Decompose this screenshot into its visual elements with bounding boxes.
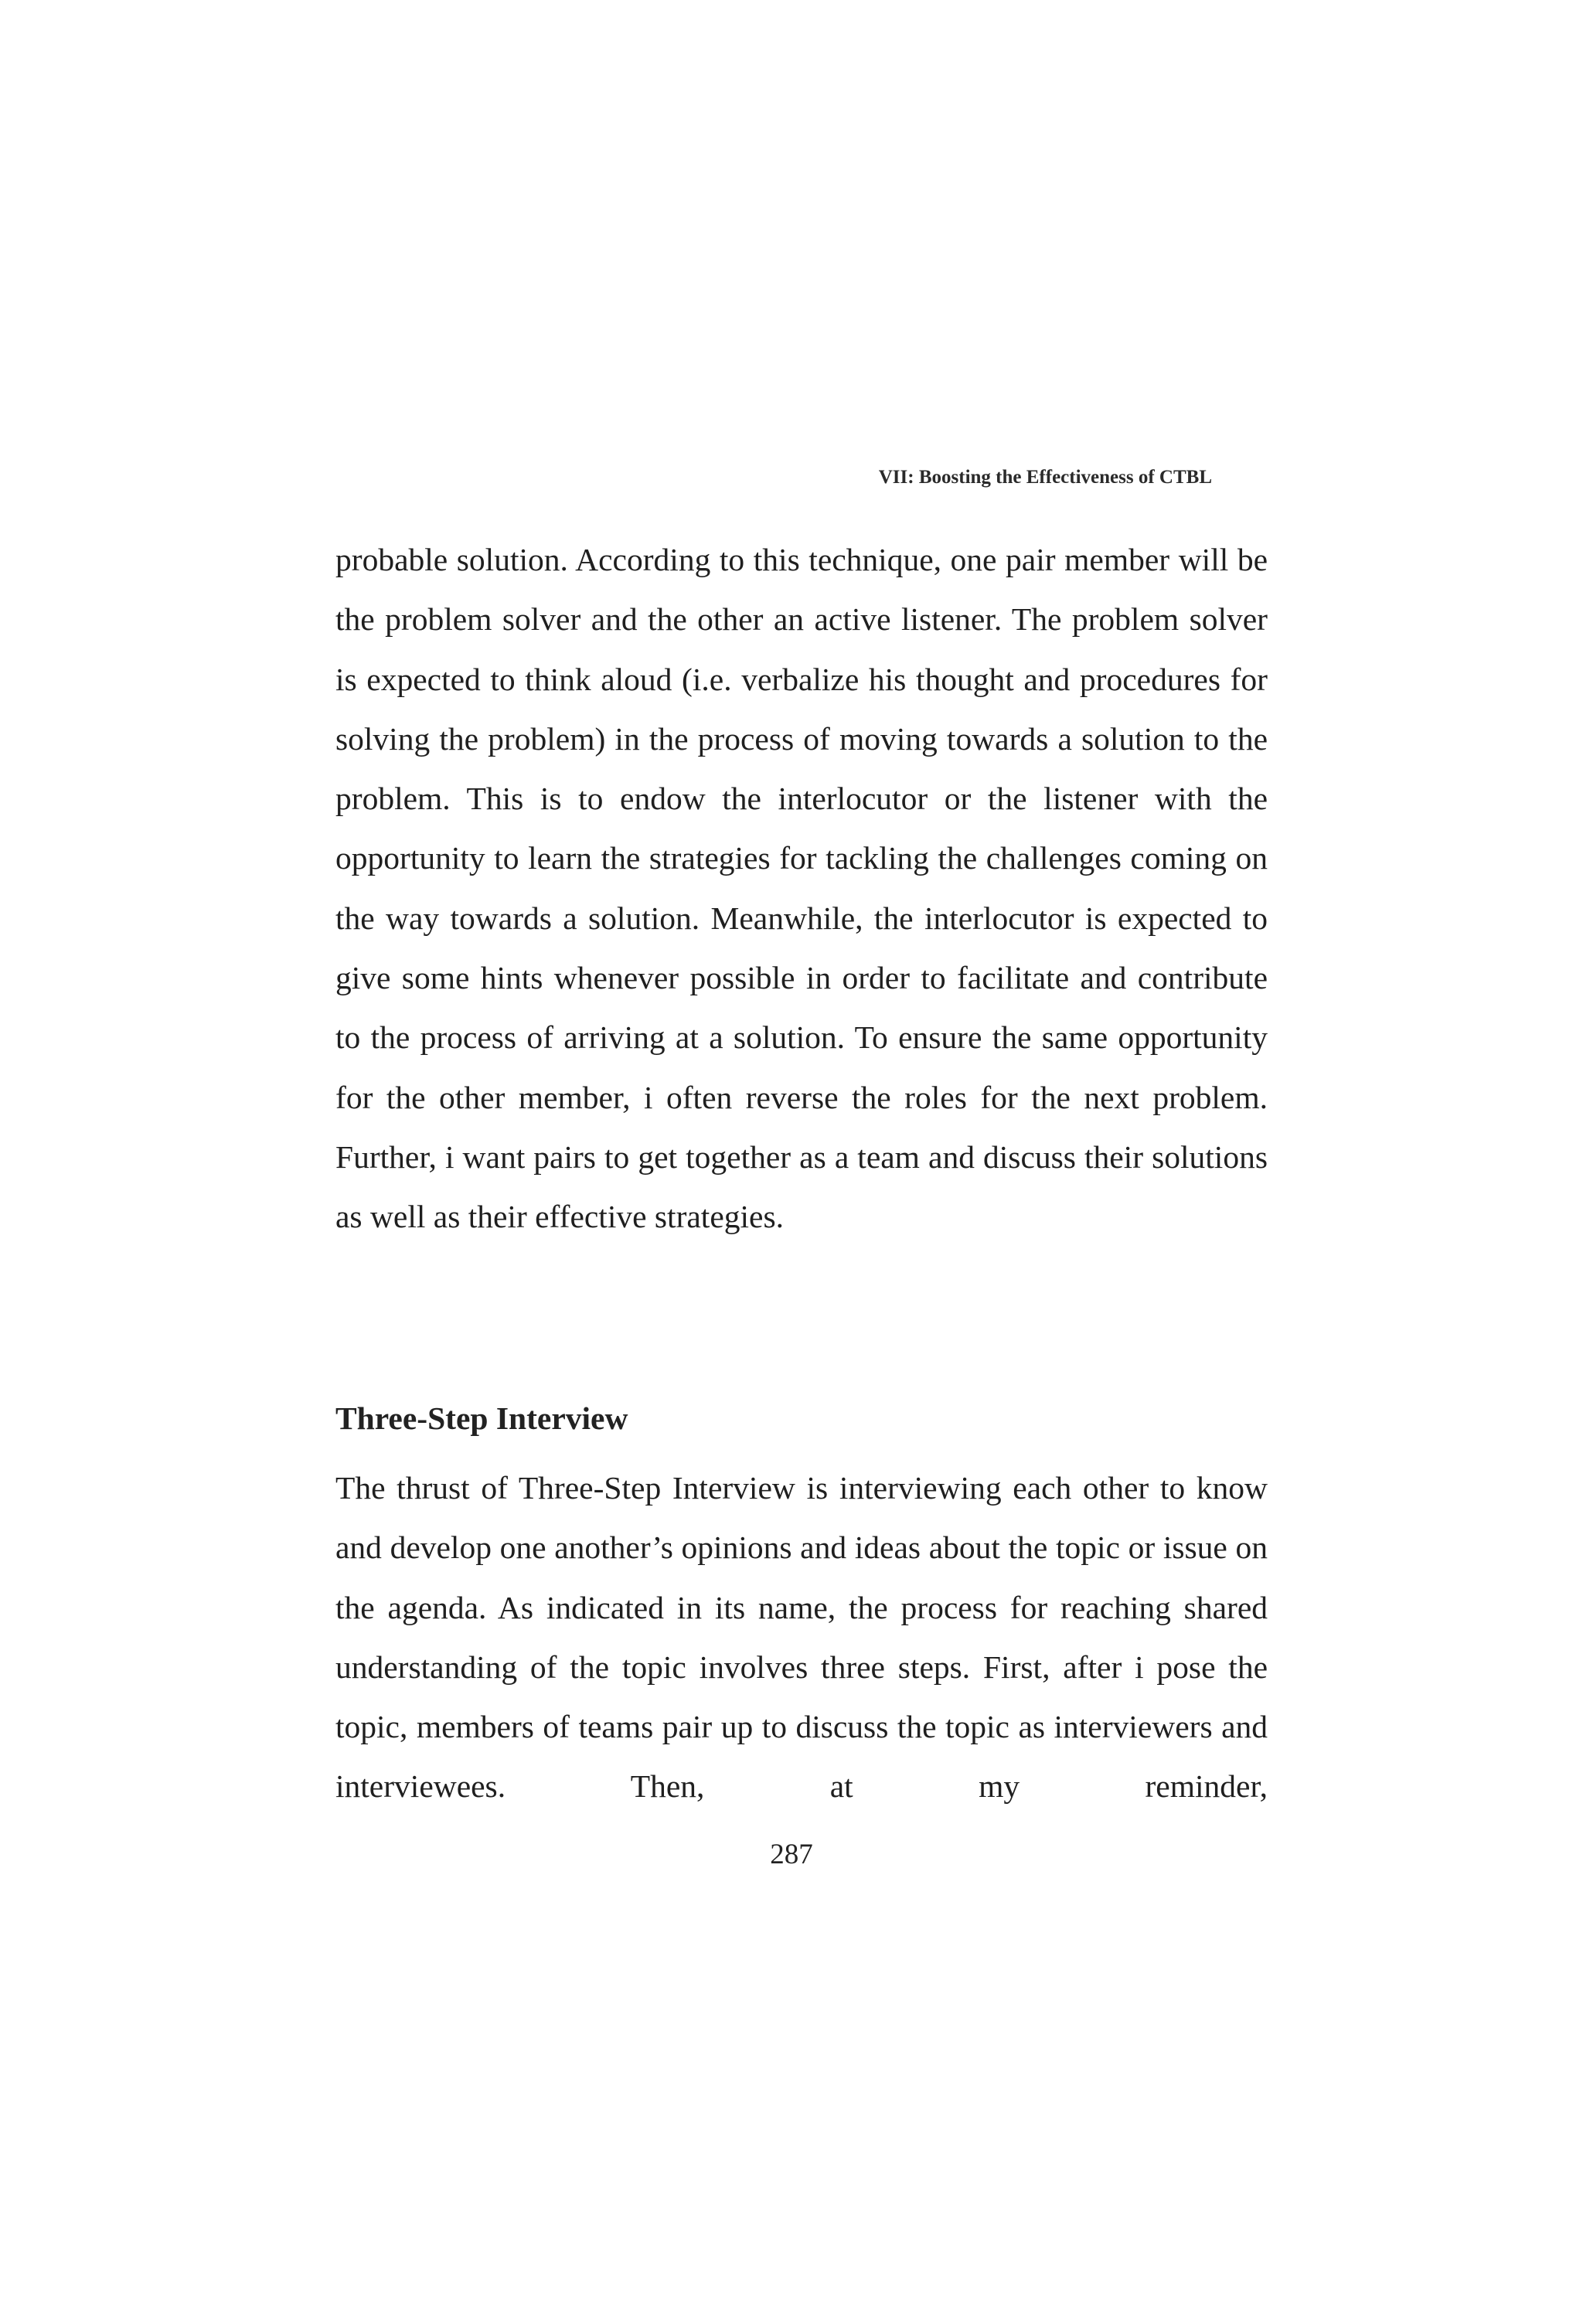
- body-paragraph-continued: probable solution. According to this technique, one pair member will be the problem solver and the other an active listener. The problem solver is expected to think aloud (i.e. verbalize his thought and procedures for solving the problem) in the process of moving towards a solution to the problem. This is to endow the interlocutor or the listener with the opportunity to learn the strategies for tackling the challenges coming on the way towards a solution. Meanwhile, the interlocutor is expected to give some hints whenever possible in order to facilitate and contribute to the process of arriving at a solution. To ensure the same opportunity for the other member, i often reverse the roles for the next problem. Further, i want pairs to get together as a team and discuss their solutions as well as their effective strategies.: [335, 542, 1268, 1235]
- body-paragraph-three-step-interview: The thrust of Three-Step Interview is interviewing each other to know and develop one another’s opinions and ideas about the topic or issue on the agenda. As indicated in its name, the process for reaching shared understanding of the topic involves three steps. First, after i pose the topic, members of teams pair up to discuss the topic as interviewers and interviewees. Then, at my reminder,: [335, 1470, 1268, 1805]
- running-head: VII: Boosting the Effectiveness of CTBL: [878, 467, 1212, 488]
- section-heading: Three-Step Interview: [335, 1400, 628, 1436]
- page-number: 287: [770, 1839, 813, 1870]
